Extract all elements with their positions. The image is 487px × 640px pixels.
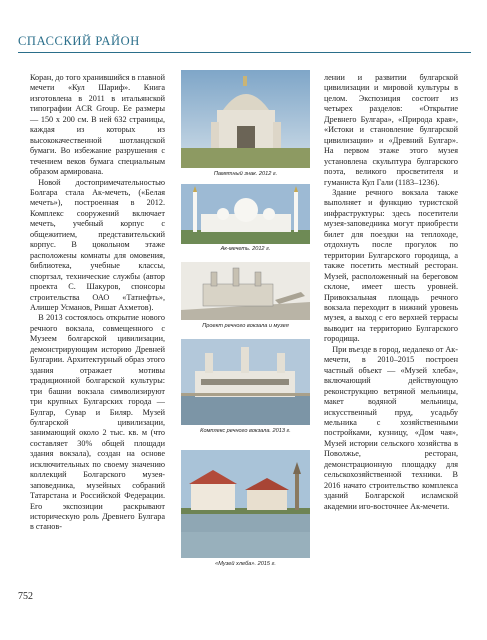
page-header: СПАССКИЙ РАЙОН	[18, 34, 140, 48]
photo-bread-museum	[181, 450, 310, 558]
text-column-right: лении и развитии булгарской цивилизации и мировой культуры в целом. Экспозиция состоит из четырех разделов: «Открытие Древнего Булгара», «Природа края», «Истоки и становление булгарской цивилизации» и «Древний Булгар». На первом этаже этого музея установлена скульптура булгарского поэта, великого просветителя и гуманиста Кул Гали (1183–1236). Здание речного вокзала также выполняет и функцию туристской инфраструктуры: здесь посетители музея-заповедника могут приобрести билет для поездки на теплоходе, отдохнуть после прогулок по территории Булгарского городища, а также посетить местный ресторан. Музей, расположенный на береговом склоне, имеет шесть уровней. Привокзальная площадь речного вокзала переходит в нижний уровень музея, а выход с его верхней террасы выводит на территорию Булгарского городища. При въезде в город, недалеко от Ак-мечети, в 2010–2015 построен частный объект — «Музей хлеба», включающий действующую реконструкцию ветряной мельницы, макет водяной мельницы, искусственный пруд, усадьбу мельника с хозяйственными постройками, кузницу, «Дом чая», Музей истории сельского хозяйства в Поволжье, ресторан, демонстрационную площадку для сельскохозяйственной техники. В 2016 начато строительство комплекса зданий Болгарской исламской академии иго-восточнее Ак-мечети.	[324, 73, 458, 511]
caption-memorial-sign: Памятный знак. 2012 г.	[213, 171, 278, 177]
header-rule	[18, 52, 471, 53]
photo-river-station	[181, 339, 310, 425]
text-column-left: Коран, до того хранившийся в главной мечети «Кул Шариф». Книга изготовлена в 2011 в итальянской типографии ACR Group. Ее размеры — 150 х 200 см. В ней 632 страницы, каждая из которых из высококачественной шотландской бумаги. Во избежание разрушения с течением веков бумага специальным образом армирована. Новой достопримечательностью Болгара стала Ак-мечеть, («Белая мечеть»), построенная в 2012. Комплекс сооружений включает мечеть, учебный корпус с общежитием, представительский корпус. В цокольном этаже расположены комнаты для омовения, библиотека, учебные классы, спортзал, технические службы (автор проекта С. Шакуров, спонсоры строительства ОАО «Татнефть», Алишер Усманов, Ришат Ахметов). В 2013 состоялось открытие нового речного вокзала, совмещенного с Музеем болгарской цивилизации, демонстрирующим историю Древней Булгарии. Архитектурный образ этого здания отражает мотивы традиционной болгарской культуры: три башни вокзала символизируют три крупных Булгарских города — Булгар, Сувар и Биляр. Музей булгарской цивилизации, занимающий около 2 тыс. кв. м (что составляет 30% общей площади здания вокзала), создан на основе исключительных по своему значению коллекций Болгарского музея-заповедника, музейных собраний Татарстана и Российской Федерации. Его экспозиции раскрывают историческую роль Древнего Булгара в станов-	[30, 73, 165, 532]
photo-station-project	[181, 262, 310, 320]
caption-ak-mosque: Ак-мечеть. 2012 г.	[220, 246, 271, 252]
page-number: 752	[18, 591, 33, 602]
caption-station-project: Проект речного вокзала и музея	[202, 323, 289, 329]
photo-memorial-sign	[181, 70, 310, 168]
caption-bread-museum: «Музей хлеба». 2015 г.	[215, 561, 276, 567]
caption-river-station: Комплекс речного вокзала. 2013 г.	[200, 428, 291, 434]
photo-ak-mosque	[181, 184, 310, 244]
